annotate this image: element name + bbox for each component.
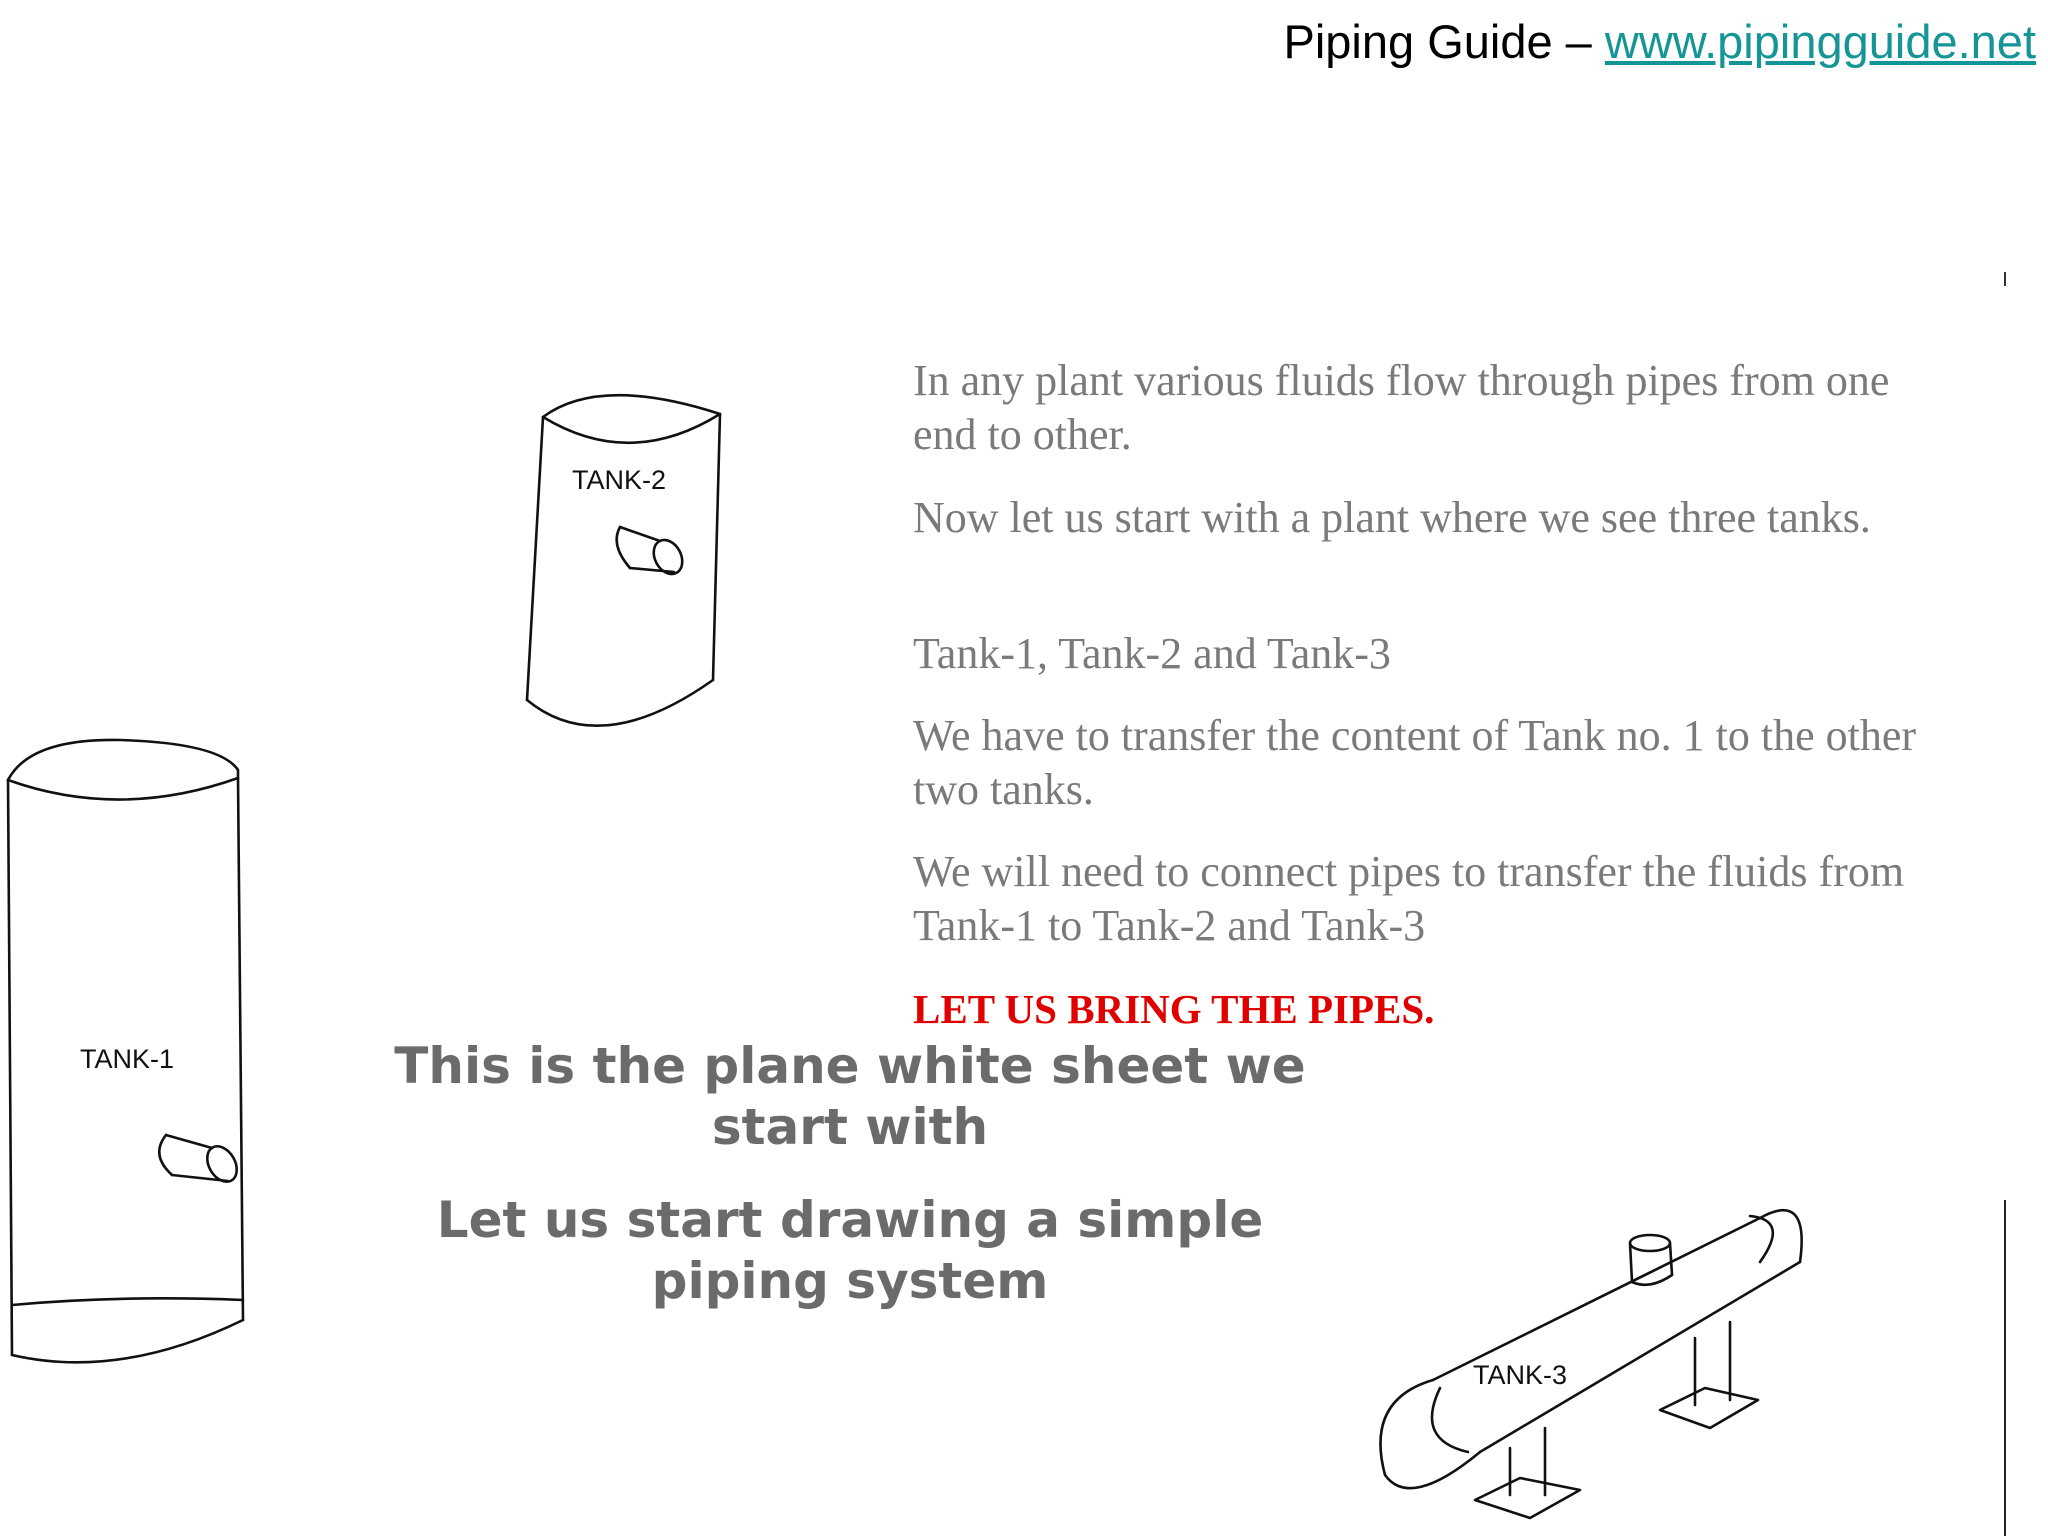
paragraph-3: Tank-1, Tank-2 and Tank-3 <box>913 629 1391 678</box>
tank-2-label: TANK-2 <box>572 465 667 495</box>
paragraph-1: In any plant various fluids flow through pipes from one end to other. <box>913 356 1890 459</box>
paragraph-4: We have to transfer the content of Tank no. 1 to the other two tanks. <box>913 711 1917 814</box>
tank-2-shape <box>527 395 720 725</box>
overlay-line-2: Let us start drawing a simple piping system <box>436 1191 1264 1310</box>
paragraph-5: We will need to connect pipes to transfer the fluids from Tank-1 to Tank-2 and Tank-3 <box>913 847 1905 950</box>
call-to-action: LET US BRING THE PIPES. <box>913 986 1435 1032</box>
tank-3-shape <box>1380 1210 1801 1518</box>
header-title: Piping Guide – <box>1283 15 1605 68</box>
tank-3-label: TANK-3 <box>1473 1360 1568 1390</box>
paragraph-2: Now let us start with a plant where we see three tanks. <box>913 493 1871 542</box>
site-link[interactable]: www.pipingguide.net <box>1604 15 2036 68</box>
tank-1-label: TANK-1 <box>80 1044 175 1074</box>
overlay-line-1: This is the plane white sheet we start with <box>394 1037 1306 1156</box>
